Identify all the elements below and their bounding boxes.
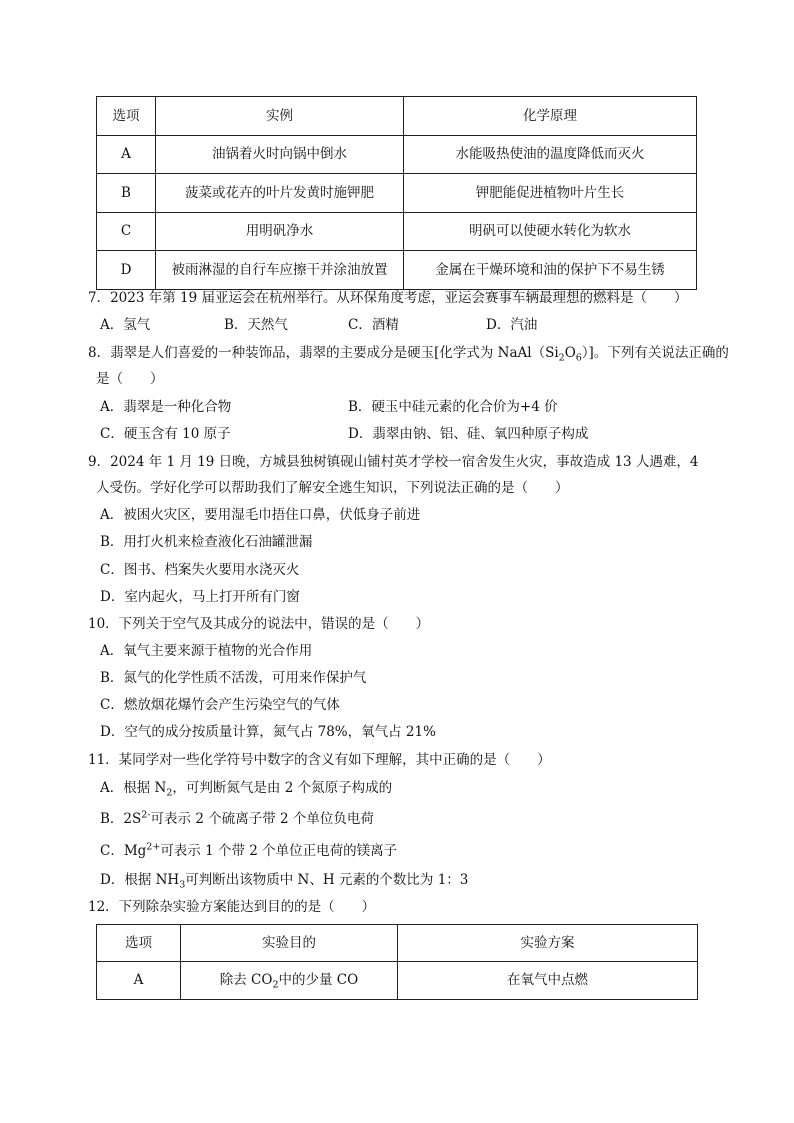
- q10-option-c: C．燃放烟花爆竹会产生污染空气的气体: [100, 697, 340, 713]
- q10-option-b: B．氮气的化学性质不活泼，可用来作保护气: [100, 670, 367, 686]
- table-header-row: [97, 97, 697, 136]
- q9-option-c: C．图书、档案失火要用水浇灭火: [100, 562, 300, 578]
- principle-cell: 水能吸热使油的温度降低而灭火: [404, 135, 697, 174]
- q7-option-c: C．酒精: [348, 317, 399, 333]
- header-cell: 选项: [97, 925, 181, 962]
- q9-option-a: A．被困火灾区，要用湿毛巾捂住口鼻，伏低身子前进: [100, 507, 421, 523]
- q10-option-a: A．氧气主要来源于植物的光合作用: [100, 643, 313, 659]
- option-cell: C: [97, 212, 156, 251]
- table-row: [97, 135, 697, 174]
- header-cell: 实验方案: [398, 925, 698, 962]
- example-cell: 菠菜或花卉的叶片发黄时施钾肥: [156, 174, 404, 213]
- q7-option-a: A．氢气: [100, 317, 151, 333]
- question-11-stem: 11．某同学对一些化学符号中数字的含义有如下理解，其中正确的是（ ）: [88, 752, 551, 768]
- question-9-stem: 9．2024 年 1 月 19 日晚，方城县独树镇砚山铺村英才学校一宿舍发生火灾，事故造成 13 人遇难，4: [88, 454, 699, 470]
- q8-option-b: B．硬玉中硅元素的化合价为+4 价: [348, 399, 558, 415]
- q7-option-d: D．汽油: [486, 317, 538, 333]
- table-row: [97, 962, 698, 1000]
- table-row: [97, 251, 697, 290]
- q11-option-d: D．根据 $NH_3$可判断出该物质中 N、H 元素的个数比为 1：3: [100, 872, 469, 891]
- q11-option-b: B．$2S^{2-}$可表示 2 个硫离子带 2 个单位负电荷: [100, 809, 374, 827]
- header-cell: 实验目的: [181, 925, 398, 962]
- table-header-row: [97, 925, 698, 962]
- question-8-stem-cont: 是（ ）: [96, 371, 164, 387]
- question-10-stem: 10．下列关于空气及其成分的说法中，错误的是（ ）: [88, 616, 430, 632]
- principle-cell: 明矾可以使硬水转化为软水: [404, 212, 697, 251]
- q8-option-c: C．硬玉含有 10 原子: [100, 426, 231, 442]
- option-cell: D: [97, 251, 156, 290]
- question-6-table: [96, 96, 697, 290]
- question-12-stem: 12．下列除杂实验方案能达到目的的是（ ）: [88, 899, 376, 915]
- option-cell: A: [97, 135, 156, 174]
- table-row: [97, 212, 697, 251]
- q7-option-b: B．天然气: [224, 317, 288, 333]
- option-label-cell: A: [97, 962, 181, 1000]
- principle-cell: 钾肥能促进植物叶片生长: [404, 174, 697, 213]
- option-cell: B: [97, 174, 156, 213]
- question-9-stem-cont: 人受伤。学好化学可以帮助我们了解安全逃生知识，下列说法正确的是（ ）: [96, 480, 569, 496]
- principle-cell: 金属在干燥环境和油的保护下不易生锈: [404, 251, 697, 290]
- q11-option-c: C．$Mg^{2+}$可表示 1 个带 2 个单位正电荷的镁离子: [100, 841, 398, 859]
- header-principle-cell: 化学原理: [404, 97, 697, 136]
- q9-option-d: D．室内起火，马上打开所有门窗: [100, 589, 300, 605]
- q10-option-d: D．空气的成分按质量计算，氮气占 78%，氧气占 21%: [100, 724, 436, 740]
- table-row: [97, 174, 697, 213]
- header-option-cell: 选项: [97, 97, 156, 136]
- question-7-stem: 7．2023 年第 19 届亚运会在杭州举行。从环保角度考虑，亚运会赛事车辆最理想的燃料是（ ）: [88, 290, 688, 306]
- purpose-cell: 除去 $CO_2$中的少量 CO: [181, 962, 398, 1000]
- plan-cell: 在氧气中点燃: [398, 962, 698, 1000]
- question-8-stem: 8．翡翠是人们喜爱的一种装饰品，翡翠的主要成分是硬玉[化学式为 $NaAl(Si_2O_6)$]。下列有关说法正确的: [88, 345, 729, 364]
- q9-option-b: B．用打火机来检查液化石油罐泄漏: [100, 534, 313, 550]
- q11-option-a: A．根据 $N_2$，可判断氮气是由 2 个氮原子构成的: [100, 780, 393, 799]
- header-example-cell: 实例: [156, 97, 404, 136]
- example-cell: 用明矾净水: [156, 212, 404, 251]
- example-cell: 油锅着火时向锅中倒水: [156, 135, 404, 174]
- q8-option-d: D．翡翠由钠、铝、硅、氧四种原子构成: [348, 426, 589, 442]
- q8-option-a: A．翡翠是一种化合物: [100, 399, 232, 415]
- question-12-table: [96, 924, 698, 1000]
- example-cell: 被雨淋湿的自行车应擦干并涂油放置: [156, 251, 404, 290]
